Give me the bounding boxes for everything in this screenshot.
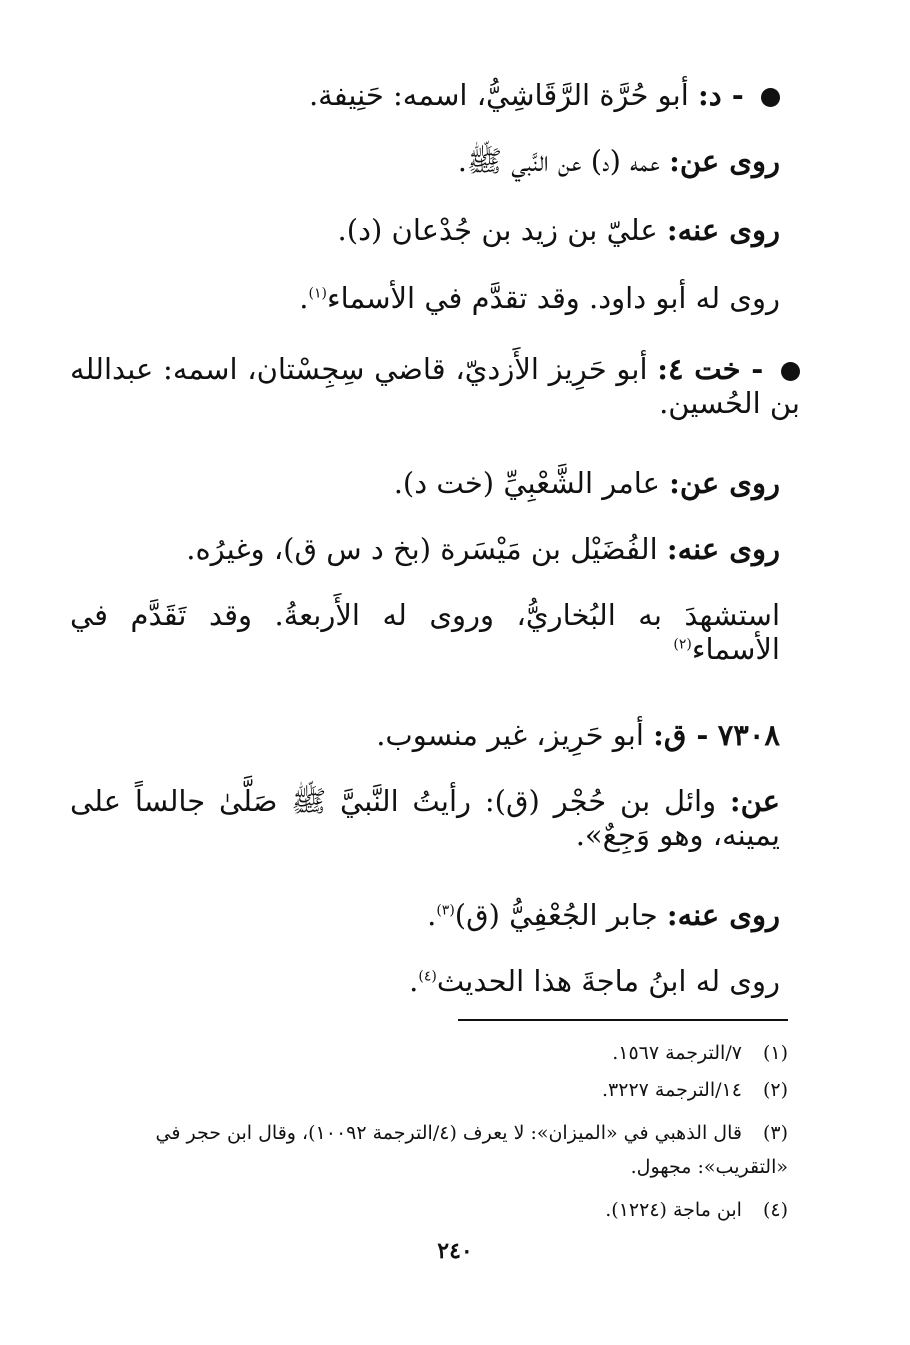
page-number: ٢٤٠ — [437, 1238, 473, 1264]
entry-rumuz: - خت ٤: — [657, 352, 764, 386]
footnote-item — [80, 1116, 788, 1184]
footnote-number: (٤) — [762, 1199, 788, 1221]
rawa-an-text: عمه (د) عن النَّبي ﷺ. — [457, 144, 660, 178]
footnote-number: (١) — [762, 1042, 788, 1064]
an-text: وائل بن حُجْر (ق): رأيتُ النَّبيَّ ﷺ صَلَّىٰ جالساً على يمينه، وهو وَجِعٌ». — [70, 784, 780, 852]
rawa-an-label: روى عن: — [669, 144, 780, 178]
rawa-anhu-text: جابر الجُعْفِيُّ (ق) — [454, 898, 658, 932]
footnote-ref: (٣) — [436, 902, 455, 919]
entry-kunya-abu-hariz-azdi — [70, 352, 800, 420]
entry-bullet — [781, 362, 800, 381]
entry-title: أبو حَرِيز الأَزديّ، قاضي سِجِسْتان، اسمه: عبدالله بن الحُسين. — [70, 352, 800, 420]
footnote-item — [80, 1193, 788, 1227]
entry-note — [70, 281, 780, 315]
rawa-anhu-text: عليّ بن زيد بن جُدْعان (د). — [337, 213, 658, 247]
footnote-ref: (٢) — [673, 636, 692, 653]
entry-note-text: روى له ابنُ ماجةَ هذا الحديث — [436, 964, 780, 998]
note-period: . — [299, 281, 309, 315]
footnote-text: ٧/الترجمة ١٥٦٧. — [612, 1042, 742, 1064]
footnote-item — [80, 1036, 788, 1070]
entry-numbered-7308 — [70, 718, 780, 752]
footnote-separator — [458, 1019, 788, 1021]
entry-note-text: روى له أبو داود. وقد تقدَّم في الأسماء — [326, 281, 780, 315]
rawa-an-text: عامر الشَّعْبِيِّ (خت د). — [393, 466, 660, 500]
entry-number: ٧٣٠٨ — [717, 718, 780, 752]
footnote-item — [80, 1073, 788, 1107]
rawa-anhu-line — [70, 213, 780, 247]
rawa-anhu-line — [70, 898, 780, 932]
entry-title: أبو حَرِيز، غير منسوب. — [376, 718, 644, 752]
entry-kunya-abu-hurra — [70, 78, 780, 112]
rawa-anhu-label: روى عنه: — [666, 898, 780, 932]
rawa-anhu-line — [70, 532, 780, 566]
footnote-text: قال الذهبي في «الميزان»: لا يعرف (٤/الترجمة ١٠٠٩٢)، وقال ابن حجر في «التقريب»: مجهول. — [155, 1122, 788, 1178]
note-period: . — [409, 964, 419, 998]
footnote-number: (٢) — [762, 1079, 788, 1101]
an-line — [70, 784, 780, 852]
footnote-text: ١٤/الترجمة ٣٢٢٧. — [602, 1079, 742, 1101]
entry-note-text: استشهدَ به البُخاريُّ، وروى له الأَربعةُ. وقد تَقَدَّم في الأسماء — [70, 598, 780, 666]
rawa-an-line — [70, 144, 780, 178]
entry-note — [70, 964, 780, 998]
entry-title: أبو حُرَّة الرَّقَاشِيُّ، اسمه: حَنِيفة. — [308, 78, 689, 112]
entry-rumuz: - د: — [698, 78, 744, 112]
footnote-ref: (٤) — [418, 968, 437, 985]
rawa-anhu-text: الفُضَيْل بن مَيْسَرة (بخ د س ق)، وغيرُه. — [186, 532, 658, 566]
rawa-an-label: روى عن: — [669, 466, 780, 500]
rawa-an-line — [70, 466, 780, 500]
entry-rumuz: - ق: — [653, 718, 709, 752]
rawa-anhu-label: روى عنه: — [666, 532, 780, 566]
footnote-number: (٣) — [762, 1122, 788, 1144]
entry-note — [70, 598, 780, 666]
footnote-ref: (١) — [308, 285, 327, 302]
entry-bullet — [761, 88, 780, 107]
an-label: عن: — [729, 784, 780, 818]
rawa-anhu-label: روى عنه: — [666, 213, 780, 247]
note-period: . — [427, 898, 437, 932]
footnote-text: ابن ماجة (١٢٢٤). — [605, 1199, 742, 1221]
